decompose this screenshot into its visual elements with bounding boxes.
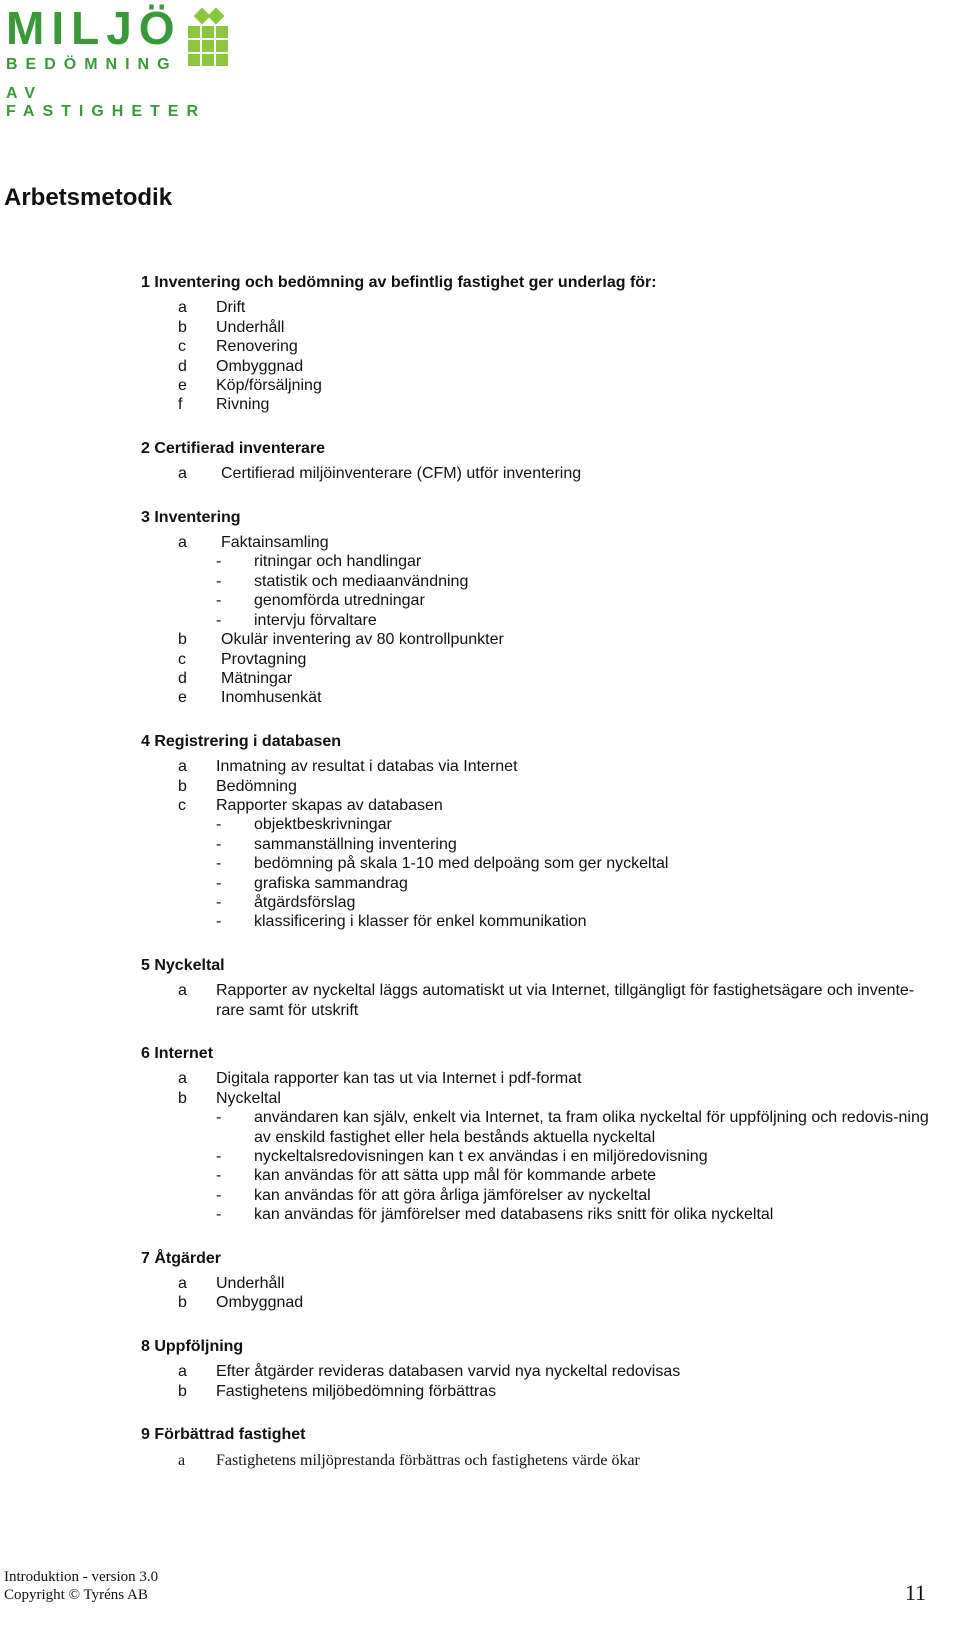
list-item: c Provtagning <box>178 650 307 668</box>
sub-item: - åtgärdsförslag <box>216 893 356 911</box>
list-item: e Inomhusenkät <box>178 689 322 707</box>
sub-item: - objektbeskrivningar <box>216 816 392 834</box>
sub-item: - nyckeltalsredovisningen kan t ex användas i en miljöredovisning <box>216 1148 708 1166</box>
list-item: d Mätningar <box>178 669 293 687</box>
sub-item: - kan användas för att göra årliga jämförelser av nyckeltal <box>216 1186 651 1204</box>
section-heading: 8 Uppföljning <box>141 1337 244 1355</box>
section-heading: 1 Inventering och bedömning av befintlig fastighet ger underlag för: <box>141 274 657 291</box>
section-9 <box>141 1425 941 1470</box>
list-item: b Nyckeltal <box>178 1089 281 1107</box>
logo-text-bedomning: BEDÖMNING <box>6 56 178 73</box>
section-heading: 6 Internet <box>141 1045 214 1062</box>
list-item: a Faktainsamling <box>178 534 329 552</box>
section-heading: 3 Inventering <box>141 508 241 526</box>
list-item: a Efter åtgärder revideras databasen varvid nya nyckeltal redovisas <box>178 1363 681 1381</box>
list-item: b Bedömning <box>178 777 297 795</box>
sub-item: - statistik och mediaanvändning <box>216 572 469 590</box>
sub-item: - intervju förvaltare <box>216 611 377 629</box>
footer-version: Introduktion - version 3.0 <box>4 1569 159 1585</box>
page-title: Arbetsmetodik <box>4 184 173 211</box>
list-item: b Okulär inventering av 80 kontrollpunkter <box>178 631 504 649</box>
sub-item: - användaren kan själv, enkelt via Internet, ta fram olika nyckeltal för uppföljning och redovis-ning av enskild fastighet eller hela bestånds aktuella nyckeltal <box>216 1109 929 1146</box>
list-item: b Ombyggnad <box>178 1294 304 1312</box>
sub-item: - ritningar och handlingar <box>216 553 422 571</box>
list-item: a Fastighetens miljöprestanda förbättras och fastighetens värde ökar <box>178 1451 640 1469</box>
section-heading: 9 Förbättrad fastighet <box>141 1426 306 1444</box>
list-item: f Rivning <box>178 396 270 414</box>
logo <box>4 2 234 120</box>
section-1 <box>141 273 941 415</box>
sub-item: - grafiska sammandrag <box>216 874 408 892</box>
section-heading: 7 Åtgärder <box>141 1249 222 1267</box>
list-item: d Ombyggnad <box>178 357 304 375</box>
list-item: a Drift <box>178 299 246 317</box>
section-heading: 4 Registrering i databasen <box>141 732 342 750</box>
sub-item: - kan användas för att sätta upp mål för kommande arbete <box>216 1167 657 1185</box>
sub-item: - genomförda utredningar <box>216 592 425 610</box>
list-item: c Rapporter skapas av databasen <box>178 796 443 814</box>
list-item: c Renovering <box>178 338 298 356</box>
footer <box>4 1568 158 1604</box>
sub-item: - sammanställning inventering <box>216 835 457 853</box>
sub-item: - klassificering i klasser för enkel kommunikation <box>216 913 587 931</box>
section-3 <box>141 508 941 708</box>
list-item: a Digitala rapporter kan tas ut via Internet i pdf-format <box>178 1070 582 1088</box>
section-6 <box>141 1044 941 1225</box>
section-2 <box>141 439 941 484</box>
section-8 <box>141 1337 941 1401</box>
section-5 <box>141 956 941 1020</box>
logo-grid-icon <box>184 6 230 76</box>
list-item: e Köp/försäljning <box>178 377 322 395</box>
section-7 <box>141 1249 941 1313</box>
page-number: 11 <box>904 1580 926 1605</box>
section-4 <box>141 732 941 932</box>
list-item: a Certifierad miljöinventerare (CFM) utför inventering <box>178 465 582 483</box>
list-item: b Underhåll <box>178 318 285 336</box>
list-item: a Inmatning av resultat i databas via Internet <box>178 758 518 776</box>
logo-text-av-fastigheter: AV FASTIGHETER <box>6 85 207 120</box>
section-heading: 2 Certifierad inventerare <box>141 439 326 457</box>
sub-item: - bedömning på skala 1-10 med delpoäng som ger nyckeltal <box>216 855 669 873</box>
list-item: b Fastighetens miljöbedömning förbättras <box>178 1382 497 1400</box>
list-item: a Underhåll <box>178 1275 285 1293</box>
list-item: a Rapporter av nyckeltal läggs automatiskt ut via Internet, tillgängligt för fastighetsägare och invente-rare samt för utskrift <box>178 982 915 1019</box>
footer-copyright: Copyright © Tyréns AB <box>4 1587 148 1603</box>
logo-text-miljo: MILJÖ <box>6 2 182 54</box>
method-list <box>141 273 941 1494</box>
section-heading: 5 Nyckeltal <box>141 956 225 974</box>
sub-item: - kan användas för jämförelser med databasens riks snitt för olika nyckeltal <box>216 1206 774 1224</box>
